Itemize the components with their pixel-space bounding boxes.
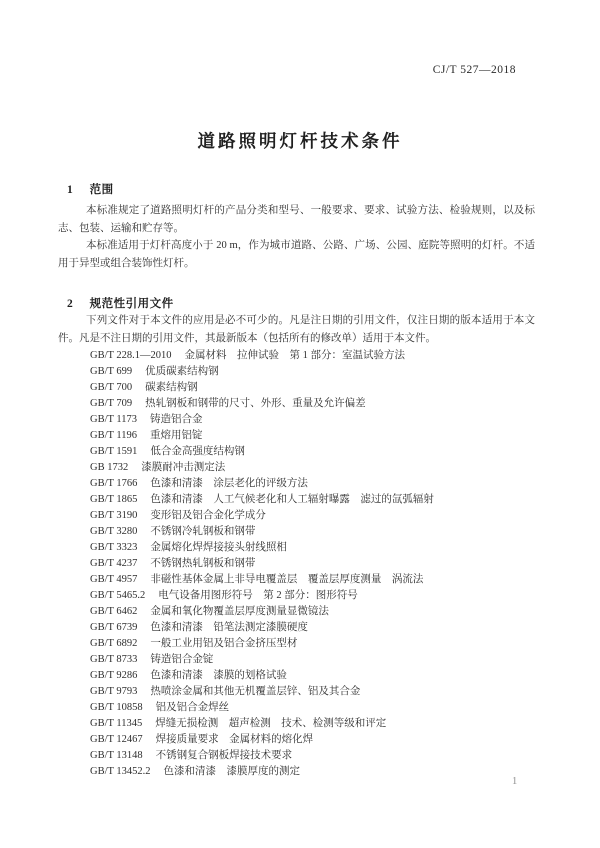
- reference-item: [90, 524, 550, 540]
- scope-paragraph-2: 本标准适用于灯杆高度小于 20 m，作为城市道路、公路、广场、公园、庭院等照明的灯杆。不适用于异型或组合装饰性灯杆。: [58, 240, 535, 269]
- reference-item: [90, 476, 550, 492]
- reference-item: [90, 396, 550, 412]
- scope-paragraph-1: 本标准规定了道路照明灯杆的产品分类和型号、一般要求、要求、试验方法、检验规则，以及标志、包装、运输和贮存等。: [58, 205, 535, 234]
- reference-code: GB/T 13148: [90, 750, 143, 761]
- reference-item: [90, 364, 550, 380]
- reference-item: [90, 716, 550, 732]
- reference-code: GB/T 228.1—2010: [90, 350, 172, 361]
- reference-code: GB/T 700: [90, 382, 133, 393]
- reference-title: 漆膜耐冲击测定法: [141, 462, 226, 473]
- reference-list: [90, 348, 550, 780]
- reference-item: [90, 668, 550, 684]
- reference-title: 焊缝无损检测 超声检测 技术、检测等级和评定: [155, 718, 387, 729]
- reference-code: GB/T 1766: [90, 478, 138, 489]
- reference-title: 电气设备用图形符号 第 2 部分：图形符号: [158, 590, 358, 601]
- reference-title: 不锈钢复合钢板焊接技术要求: [155, 750, 293, 761]
- reference-title: 低合金高强度结构钢: [150, 446, 245, 457]
- reference-code: GB/T 3280: [90, 526, 138, 537]
- reference-item: [90, 348, 550, 364]
- reference-title: 变形铝及铝合金化学成分: [150, 510, 266, 521]
- reference-item: [90, 684, 550, 700]
- section-number: 2: [67, 297, 74, 310]
- reference-title: 不锈钢冷轧钢板和钢带: [150, 526, 256, 537]
- reference-code: GB/T 3323: [90, 542, 138, 553]
- reference-code: GB/T 6739: [90, 622, 138, 633]
- reference-title: 色漆和清漆 漆膜厚度的测定: [163, 766, 300, 777]
- reference-code: GB/T 1173: [90, 414, 137, 425]
- reference-item: [90, 412, 550, 428]
- reference-item: [90, 492, 550, 508]
- reference-item: [90, 508, 550, 524]
- reference-title: 色漆和清漆 铅笔法测定漆膜硬度: [150, 622, 308, 633]
- reference-code: GB/T 12467: [90, 734, 143, 745]
- reference-title: 金属材料 拉伸试验 第 1 部分：室温试验方法: [184, 350, 405, 361]
- reference-item: [90, 636, 550, 652]
- reference-code: GB/T 9286: [90, 670, 138, 681]
- reference-title: 色漆和清漆 漆膜的划格试验: [150, 670, 287, 681]
- reference-title: 一般工业用铝及铝合金挤压型材: [150, 638, 298, 649]
- reference-item: [90, 588, 550, 604]
- normative-references-paragraph: 下列文件对于本文件的应用是必不可少的。凡是注日期的引用文件，仅注日期的版本适用于本文件。凡是不注日期的引用文件，其最新版本（包括所有的修改单）适用于本文件。: [58, 315, 535, 344]
- section-heading-normative-references: [67, 295, 174, 311]
- reference-code: GB/T 10858: [90, 702, 143, 713]
- reference-title: 碳素结构钢: [145, 382, 198, 393]
- reference-item: [90, 764, 550, 780]
- reference-item: [90, 428, 550, 444]
- section-label: 规范性引用文件: [89, 297, 174, 310]
- section-heading-scope: [67, 181, 114, 197]
- reference-title: 热喷涂金属和其他无机覆盖层锌、铝及其合金: [150, 686, 361, 697]
- reference-code: GB/T 4237: [90, 558, 138, 569]
- reference-item: [90, 444, 550, 460]
- reference-code: GB/T 6462: [90, 606, 138, 617]
- reference-code: GB/T 5465.2: [90, 590, 146, 601]
- reference-title: 优质碳素结构钢: [145, 366, 219, 377]
- page-number: 1: [512, 776, 518, 787]
- reference-item: [90, 556, 550, 572]
- reference-code: GB 1732: [90, 462, 129, 473]
- reference-code: GB/T 9793: [90, 686, 138, 697]
- reference-item: [90, 460, 550, 476]
- reference-title: 非磁性基体金属上非导电覆盖层 覆盖层厚度测量 涡流法: [150, 574, 424, 585]
- reference-title: 色漆和清漆 涂层老化的评级方法: [150, 478, 308, 489]
- reference-code: GB/T 1591: [90, 446, 138, 457]
- reference-title: 色漆和清漆 人工气候老化和人工辐射曝露 滤过的氙弧辐射: [150, 494, 434, 505]
- reference-code: GB/T 1865: [90, 494, 138, 505]
- reference-code: GB/T 11345: [90, 718, 143, 729]
- reference-title: 金属熔化焊焊接接头射线照相: [150, 542, 287, 553]
- reference-item: [90, 604, 550, 620]
- reference-title: 焊接质量要求 金属材料的熔化焊: [155, 734, 314, 745]
- reference-item: [90, 700, 550, 716]
- reference-code: GB/T 4957: [90, 574, 138, 585]
- reference-title: 金属和氧化物覆盖层厚度测量显微镜法: [150, 606, 329, 617]
- reference-item: [90, 748, 550, 764]
- section-label: 范围: [89, 183, 114, 196]
- reference-code: GB/T 6892: [90, 638, 138, 649]
- reference-title: 不锈钢热轧钢板和钢带: [150, 558, 256, 569]
- page-title: 道路照明灯杆技术条件: [197, 130, 403, 151]
- reference-item: [90, 380, 550, 396]
- reference-item: [90, 572, 550, 588]
- reference-title: 铸造铝合金: [149, 414, 203, 425]
- reference-item: [90, 652, 550, 668]
- reference-code: GB/T 1196: [90, 430, 137, 441]
- standard-code: CJ/T 527—2018: [432, 64, 516, 76]
- reference-title: 重熔用铝锭: [149, 430, 203, 441]
- section-number: 1: [67, 183, 74, 196]
- reference-item: [90, 732, 550, 748]
- reference-code: GB/T 8733: [90, 654, 138, 665]
- reference-code: GB/T 699: [90, 366, 133, 377]
- reference-title: 铝及铝合金焊丝: [155, 702, 230, 713]
- reference-item: [90, 540, 550, 556]
- reference-title: 铸造铝合金锭: [150, 654, 214, 665]
- reference-code: GB/T 709: [90, 398, 133, 409]
- reference-code: GB/T 13452.2: [90, 766, 151, 777]
- reference-title: 热轧钢板和钢带的尺寸、外形、重量及允许偏差: [145, 398, 366, 409]
- reference-item: [90, 620, 550, 636]
- reference-code: GB/T 3190: [90, 510, 138, 521]
